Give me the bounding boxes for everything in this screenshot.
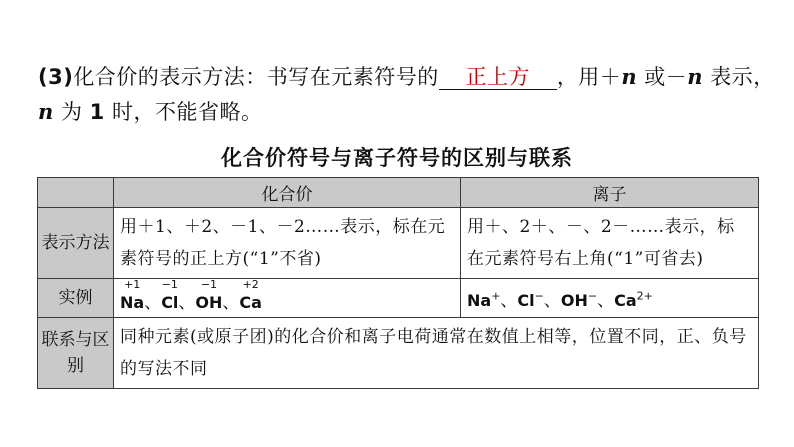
relation-cell: 同种元素(或原子团)的化合价和离子电荷通常在数值上相等，位置不同，正、负号的写法不同 — [114, 318, 759, 389]
valence-example: −1 Cl — [161, 278, 179, 312]
table-row — [38, 318, 759, 389]
row-label: 表示方法 — [38, 208, 114, 279]
valence-example: +2 Ca — [239, 278, 262, 312]
comparison-table — [37, 177, 759, 389]
valence-cell: 用＋1、＋2、－1、－2……表示，标在元素符号的正上方(“1”不省) — [114, 208, 461, 279]
ion-cell: 用＋、2＋、－、2－……表示，标在元素符号右上角(“1”可省去) — [461, 208, 759, 279]
table-row — [38, 208, 759, 279]
ion-example: Cl− — [517, 289, 544, 310]
header-blank — [38, 178, 114, 208]
ion-example: OH− — [560, 289, 598, 310]
table-title: 化合价符号与离子符号的区别与联系 — [221, 146, 573, 170]
item-number: (3) — [38, 65, 74, 89]
answer-blank: 正上方 — [439, 65, 557, 90]
intro-line-1: (3)化合价的表示方法：书写在元素符号的 正上方 ，用＋n 或－n 表示， — [38, 64, 775, 89]
ion-example: $Ca^{2+}$ — [614, 289, 653, 310]
header-ion: 离子 — [461, 178, 759, 208]
header-valence: 化合价 — [114, 178, 461, 208]
table-row — [38, 279, 759, 318]
ion-examples-cell: Na+、Cl−、OH−、$Ca^{2+}$ — [461, 279, 759, 318]
intro-line-2: n 为 1 时，不能省略。 — [38, 99, 263, 124]
row-label: 实例 — [38, 279, 114, 318]
valence-example: −1 OH — [195, 278, 223, 312]
table-header-row — [38, 178, 759, 208]
valence-example: +1 Na — [120, 278, 145, 312]
ion-example: Na+ — [467, 289, 501, 310]
row-label: 联系与区别 — [38, 318, 114, 389]
valence-examples-cell: +1 Na、 −1 Cl、 −1 OH、 +2 Ca — [114, 279, 461, 318]
